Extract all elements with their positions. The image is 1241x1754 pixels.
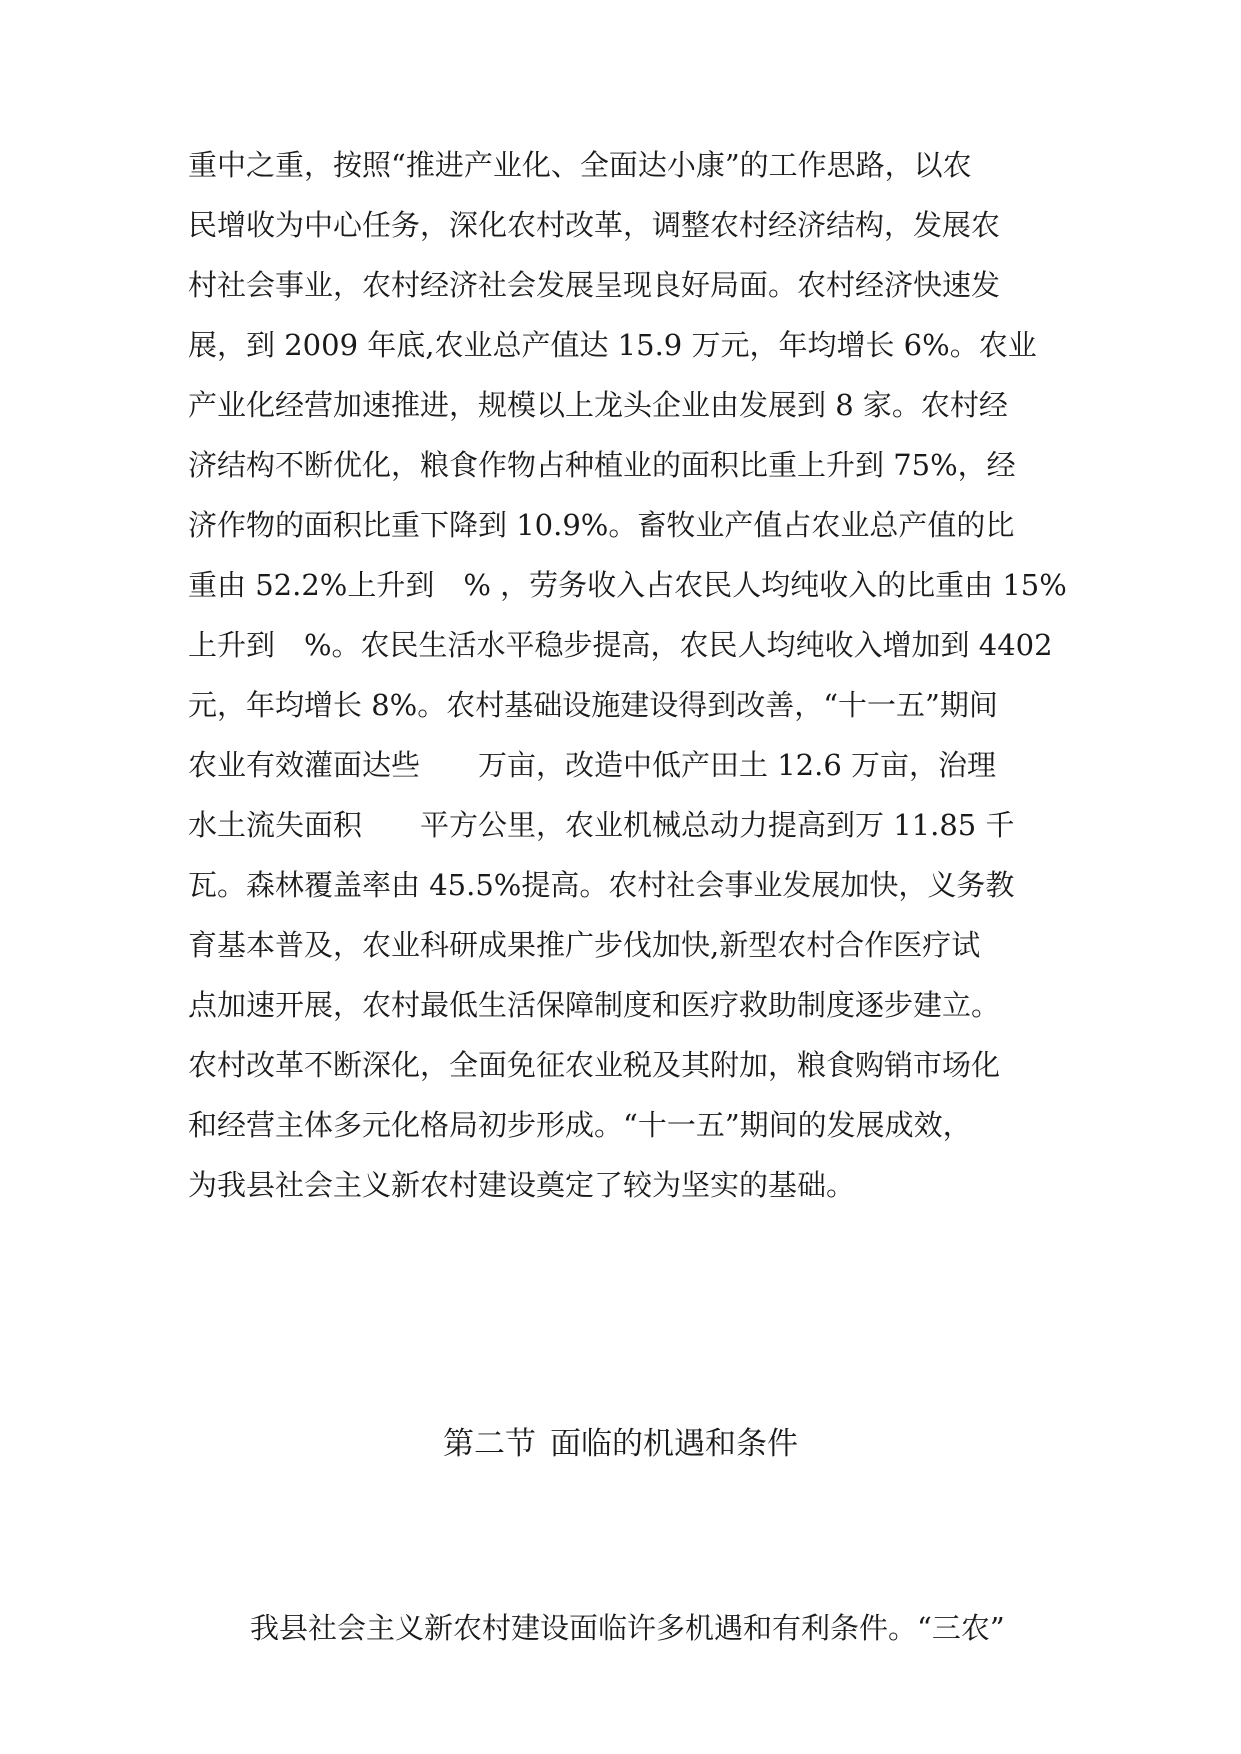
paragraph-line: 为我县社会主义新农村建设奠定了较为坚实的基础。 (188, 1168, 856, 1202)
paragraph-line: 元，年均增长 8%。农村基础设施建设得到改善，“十一五”期间 (188, 688, 998, 722)
paragraph-line: 育基本普及，农业科研成果推广步伐加快,新型农村合作医疗试 (188, 928, 981, 962)
paragraph-line: 产业化经营加速推进，规模以上龙头企业由发展到 8 家。农村经 (188, 388, 1008, 422)
paragraph-line: 农业有效灌面达些 万亩，改造中低产田土 12.6 万亩，治理 (188, 748, 997, 782)
paragraph-line: 重由 52.2%上升到 % ，劳务收入占农民人均纯收入的比重由 15% (188, 568, 1067, 602)
paragraph-line: 重中之重，按照“推进产业化、全面达小康”的工作思路，以农 (188, 148, 972, 182)
paragraph-line: 上升到 %。农民生活水平稳步提高，农民人均纯收入增加到 4402 (188, 628, 1053, 662)
paragraph-line: 民增收为中心任务，深化农村改革，调整农村经济结构，发展农 (188, 208, 1001, 242)
paragraph-line: 济结构不断优化，粮食作物占种植业的面积比重上升到 75%，经 (188, 448, 1016, 482)
paragraph-line: 农村改革不断深化，全面免征农业税及其附加，粮食购销市场化 (188, 1048, 1001, 1082)
section-title: 面临的机遇和条件 (550, 1426, 798, 1462)
paragraph-2-first-line: 我县社会主义新农村建设面临许多机遇和有利条件。“三农” (250, 1611, 1005, 1645)
section-heading (0, 1414, 1241, 1474)
paragraph-line: 济作物的面积比重下降到 10.9%。畜牧业产值占农业总产值的比 (188, 508, 1015, 542)
section-number: 第二节 (443, 1426, 536, 1462)
paragraph-line: 瓦。森林覆盖率由 45.5%提高。农村社会事业发展加快，义务教 (188, 868, 1015, 902)
paragraph-line: 水土流失面积 平方公里，农业机械总动力提高到万 11.85 千 (188, 808, 1015, 842)
paragraph-line: 和经营主体多元化格局初步形成。“十一五”期间的发展成效， (188, 1108, 972, 1142)
paragraph-line: 村社会事业，农村经济社会发展呈现良好局面。农村经济快速发 (188, 268, 1001, 302)
paragraph-line: 点加速开展，农村最低生活保障制度和医疗救助制度逐步建立。 (188, 988, 1001, 1022)
paragraph-line: 展，到 2009 年底,农业总产值达 15.9 万元，年均增长 6%。农业 (188, 328, 1037, 362)
